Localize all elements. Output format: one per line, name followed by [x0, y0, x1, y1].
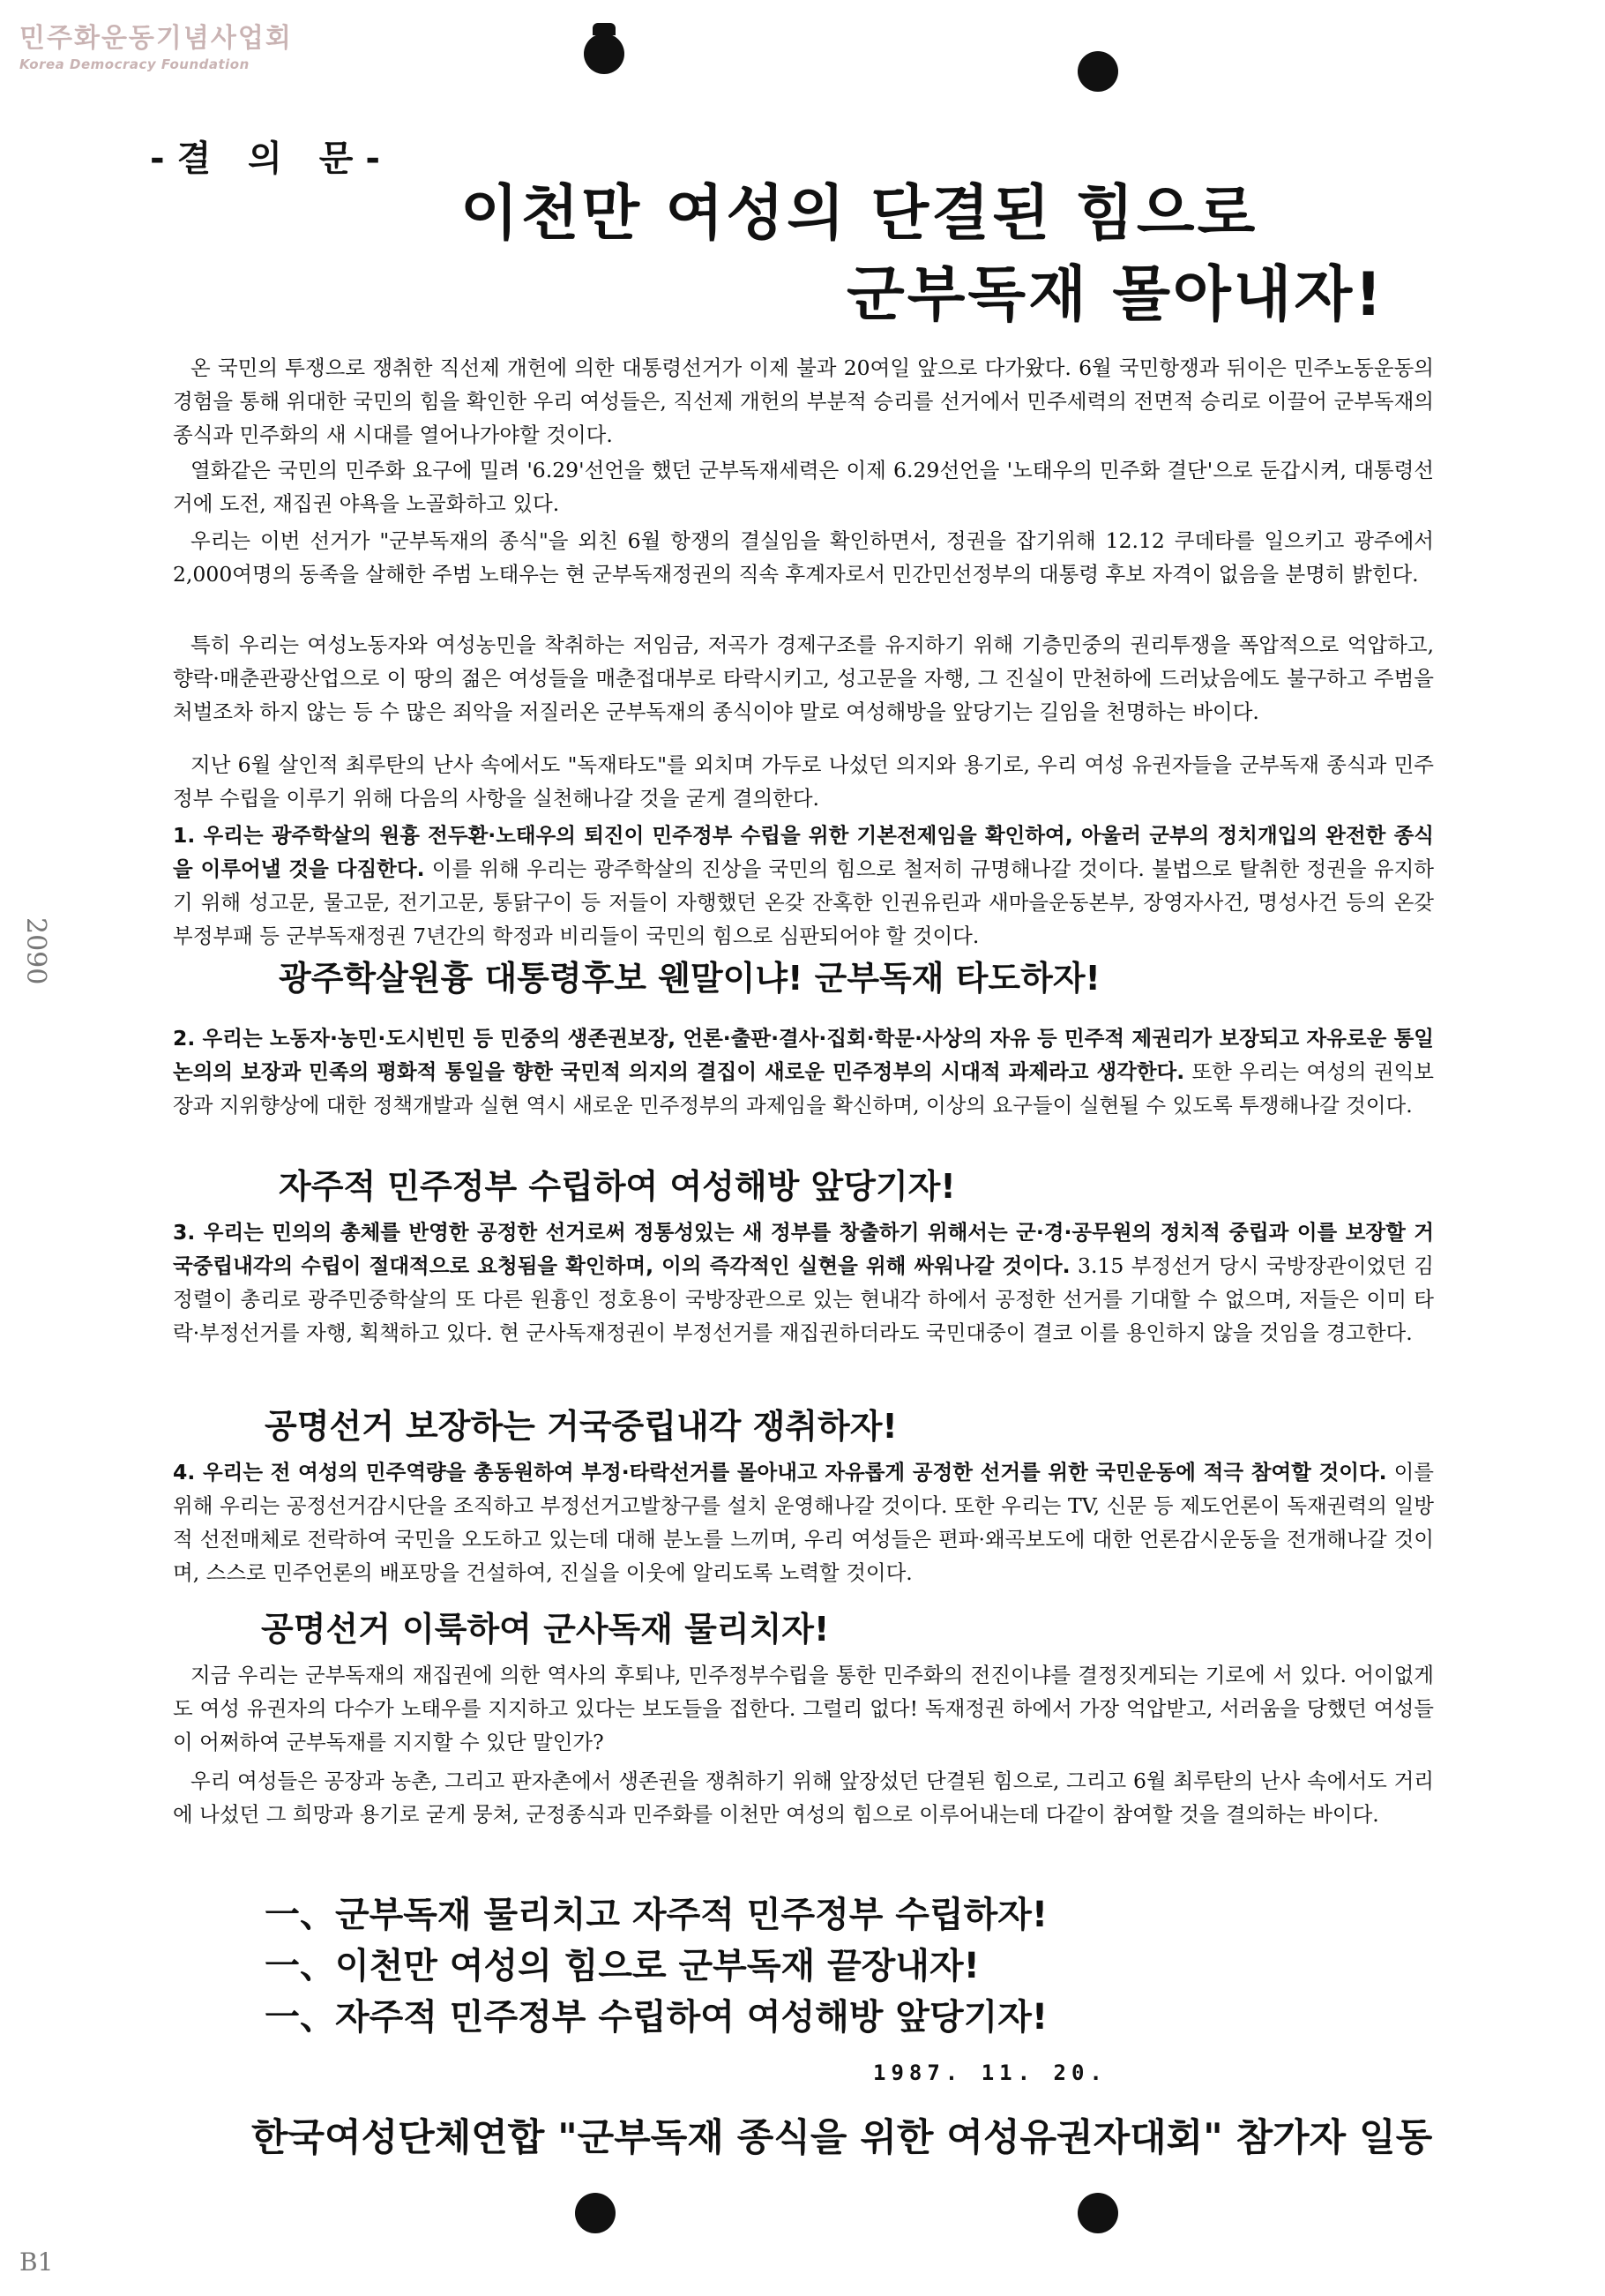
final-slogan-3: 一、자주적 민주정부 수립하여 여성해방 앞당기자! — [265, 1997, 1049, 2038]
resolution-2-slogan: 자주적 민주정부 수립하여 여성해방 앞당기자! — [279, 1167, 956, 1206]
resolution-3-bold: 3. 우리는 민의의 총체를 반영한 공정한 선거로써 정통성있는 새 정부를 창출하기 위해서는 군·경·공무원의 정치적 중립과 이를 보장할 거국중립내각의 수립이 절대적으로 요청됨을 확인하며, 이의 즉각적인 실현을 위해 싸워나갈 것이다. — [173, 1220, 1434, 1278]
resolution-3-slogan: 공명선거 보장하는 거국중립내각 쟁취하자! — [265, 1407, 898, 1446]
closing-paragraph-2: 우리 여성들은 공장과 농촌, 그리고 판자촌에서 생존권을 쟁취하기 위해 앞장섰던 단결된 힘으로, 그리고 6월 최루탄의 난사 속에서도 거리에 나섰던 그 희망과 용기로 굳게 뭉쳐, 군정종식과 민주화를 이천만 여성의 힘으로 이루어내는데 다같이 참여할 것을 결의하는 바이다. — [173, 1769, 1434, 1827]
title-line-2: 군부독재 몰아내자! — [847, 260, 1385, 330]
resolution-2 — [173, 1021, 1434, 1122]
resolution-1 — [173, 819, 1434, 953]
punch-hole-top-right — [1078, 51, 1118, 92]
closing-paragraph-1: 지금 우리는 군부독재의 재집권에 의한 역사의 후퇴냐, 민주정부수립을 통한 민주화의 전진이냐를 결정짓게되는 기로에 서 있다. 어이없게도 여성 유권자의 다수가 노태우를 지지하고 있다는 보도들을 접한다. 그럴리 없다! 독재정권 하에서 가장 억압받고, 서러움을 당했던 여성들이 어쩌하여 군부독재를 지지할 수 있단 말인가? — [173, 1663, 1434, 1754]
resolution-4-bold: 4. 우리는 전 여성의 민주역량을 총동원하여 부정·타락선거를 몰아내고 자유롭게 공정한 선거를 위한 국민운동에 적극 참여할 것이다. — [173, 1460, 1387, 1485]
document-date: 1987. 11. 20. — [873, 2060, 1108, 2085]
intro-paragraph-3: 우리는 이번 선거가 "군부독재의 종식"을 외친 6월 항쟁의 결실임을 확인하면서, 정권을 잡기위해 12.12 쿠데타를 일으키고 광주에서 2,000여명의 동족을 살해한 주범 노태우는 현 군부독재정권의 직속 후계자로서 민간민선정부의 대통령 후보 자격이 없음을 분명히 밝힌다. — [173, 528, 1434, 587]
resolution-2-text: 또한 우리는 여성의 권익보장과 지위향상에 대한 정책개발과 실현 역시 새로운 민주정부의 과제임을 확신하며, 이상의 요구들이 실현될 수 있도록 투쟁해나갈 것이다. — [173, 1059, 1434, 1118]
title-line-1: 이천만 여성의 단결된 힘으로 — [460, 179, 1258, 249]
intro-paragraph-4: 특히 우리는 여성노동자와 여성농민을 착취하는 저임금, 저곡가 경제구조를 유지하기 위해 기층민중의 권리투쟁을 폭압적으로 억압하고, 향락·매춘관광산업으로 이 땅의 젊은 여성들을 매춘접대부로 타락시키고, 성고문을 자행, 그 진실이 만천하에 드러났음에도 불구하고 주범을 처벌조차 하지 않는 등 수 많은 죄악을 저질러온 군부독재의 종식이야 말로 여성해방을 앞당기는 길임을 천명하는 바이다. — [173, 632, 1434, 724]
resolution-1-slogan: 광주학살원흉 대통령후보 웬말이냐! 군부독재 타도하자! — [279, 959, 1101, 998]
resolution-2-bold: 2. 우리는 노동자·농민·도시빈민 등 민중의 생존권보장, 언론·출판·결사·집회·학문·사상의 자유 등 민주적 제권리가 보장되고 자유로운 통일논의의 보장과 민족의 평화적 통일을 향한 국민적 의지의 결집이 새로운 민주정부의 시대적 과제라고 생각한다. — [173, 1026, 1434, 1084]
final-slogan-2: 一、이천만 여성의 힘으로 군부독재 끝장내자! — [265, 1946, 980, 1986]
final-slogan-1: 一、군부독재 물리치고 자주적 민주정부 수립하자! — [265, 1895, 1049, 1935]
signature: 한국여성단체연합 "군부독재 종식을 위한 여성유권자대회" 참가자 일동 — [251, 2116, 1433, 2160]
intro-paragraph-2: 열화같은 국민의 민주화 요구에 밀려 '6.29'선언을 했던 군부독재세력은 이제 6.29선언을 '노태우의 민주화 결단'으로 둔갑시켜, 대통령선거에 도전, 재집권 야욕을 노골화하고 있다. — [173, 458, 1434, 516]
intro-paragraph-1: 온 국민의 투쟁으로 쟁취한 직선제 개헌에 의한 대통령선거가 이제 불과 20여일 앞으로 다가왔다. 6월 국민항쟁과 뒤이은 민주노동운동의 경험을 통해 위대한 국민의 힘을 확인한 우리 여성들은, 직선제 개헌의 부분적 승리를 선거에서 민주세력의 전면적 승리로 이끌어 군부독재의 종식과 민주화의 새 시대를 열어나가야할 것이다. — [173, 355, 1434, 447]
resolution-4 — [173, 1455, 1434, 1589]
watermark-korean: 민주화운동기념사업회 — [19, 23, 293, 54]
punch-hole-bottom-right — [1078, 2193, 1118, 2233]
resolution-4-slogan: 공명선거 이룩하여 군사독재 물리치자! — [261, 1610, 830, 1649]
watermark-english: Korea Democracy Foundation — [19, 56, 250, 72]
punch-hole-bottom-left — [575, 2193, 616, 2233]
archive-watermark — [19, 16, 293, 72]
resolution-4-text: 이를 위해 우리는 공정선거감시단을 조직하고 부정선거고발창구를 설치 운영해나갈 것이다. 또한 우리는 TV, 신문 등 제도언론이 독재권력의 일방적 선전매체로 전락하여 국민을 오도하고 있는데 대해 분노를 느끼며, 우리 여성들은 편파·왜곡보도에 대한 언론감시운동을 전개해나갈 것이며, 스스로 민주언론의 배포망을 건설하여, 진실을 이웃에 알리도록 노력할 것이다. — [173, 1460, 1434, 1585]
document-label: -결 의 문- — [150, 138, 392, 179]
resolution-1-bold: 1. 우리는 광주학살의 원흉 전두환·노태우의 퇴진이 민주정부 수립을 위한 기본전제임을 확인하여, 아울러 군부의 정치개입의 완전한 종식을 이루어낼 것을 다짐한다. — [173, 823, 1434, 881]
resolution-3-text: 3.15 부정선거 당시 국방장관이었던 김정렬이 총리로 광주민중학살의 또 다른 원흉인 정호용이 국방장관으로 있는 현내각 하에서 공정한 선거를 기대할 수 없으며, 저들은 이미 타락·부정선거를 자행, 획책하고 있다. 현 군사독재정권이 부정선거를 재집권하더라도 국민대중이 결코 이를 용인하지 않을 것임을 경고한다. — [173, 1253, 1434, 1345]
intro-paragraph-5: 지난 6월 살인적 최루탄의 난사 속에서도 "독재타도"를 외치며 가두로 나섰던 의지와 용기로, 우리 여성 유권자들을 군부독재 종식과 민주정부 수립을 이루기 위해 다음의 사항을 실천해나갈 것을 굳게 결의한다. — [173, 752, 1434, 811]
handwritten-corner-note: B1 — [19, 2247, 54, 2277]
punch-hole-top-left — [584, 34, 624, 74]
resolution-3 — [173, 1215, 1434, 1350]
handwritten-margin-note: 2090 — [20, 917, 51, 985]
resolution-1-text: 이를 위해 우리는 광주학살의 진상을 국민의 힘으로 철저히 규명해나갈 것이다. 불법으로 탈취한 정권을 유지하기 위해 성고문, 물고문, 전기고문, 통닭구이 등 저들이 자행했던 온갖 잔혹한 인권유린과 새마을운동본부, 장영자사건, 명성사건 등의 온갖 부정부패 등 군부독재정권 7년간의 학정과 비리들이 국민의 힘으로 심판되어야 할 것이다. — [173, 856, 1434, 948]
